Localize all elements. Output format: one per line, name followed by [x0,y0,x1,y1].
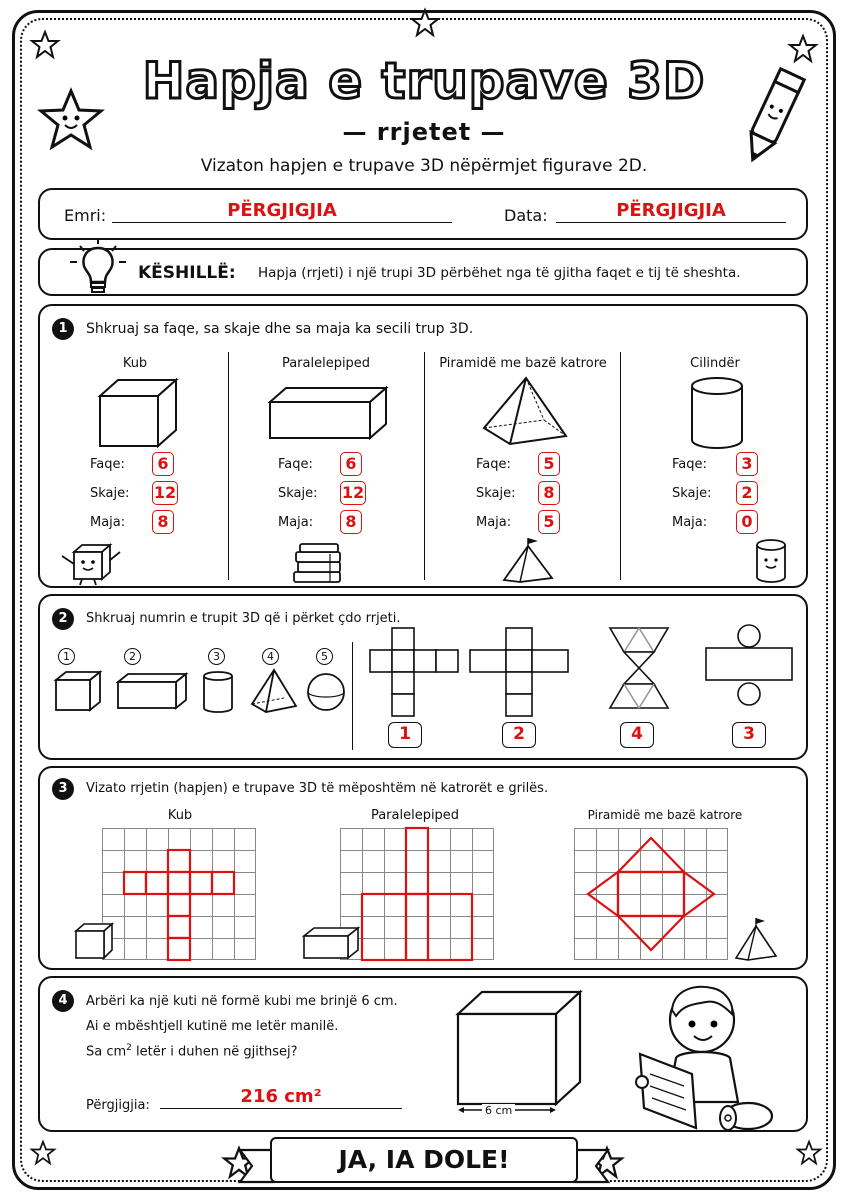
name-label: Emri: [64,206,107,225]
cylinder-drawing [690,376,744,450]
grid-title-pyramid: Piramidë me bazë katrore [587,808,743,822]
pyramid-drawing [480,376,570,448]
small-sphere-drawing [306,672,346,712]
question-4-line-1: Arbëri ka një kuti në formë kubi me brinjë 6 cm. [86,994,398,1009]
cylinder-vertices-answer[interactable]: 0 [736,510,758,534]
star-icon [410,8,440,38]
answer-field[interactable]: 216 cm² [160,1086,402,1109]
cuboid-edges-answer[interactable]: 12 [340,481,366,505]
small-cube-drawing [74,922,114,960]
cuboid-faces-answer[interactable]: 6 [340,452,362,476]
net-cuboid [470,628,568,716]
cuboid-drawing [266,386,390,442]
question-3-number: 3 [52,778,74,800]
vertices-label: Maja: [672,515,708,530]
solid-name-cube: Kub [122,356,148,371]
question-2-prompt: Shkruaj numrin e trupit 3D që i përket çdo rrjeti. [86,611,401,626]
worksheet-subtitle: — rrjetet — [342,118,506,146]
edges-label: Skaje: [476,486,516,501]
solid-name-cuboid: Paralelepiped [281,356,371,371]
tip-text: Hapja (rrjeti) i një trupi 3D përbëhet nga të gjitha faqet e tij të sheshta. [258,265,741,281]
cylinder-faces-answer[interactable]: 3 [736,452,758,476]
date-label: Data: [504,206,548,225]
can-character-icon [754,538,788,584]
drawing-grid-cuboid[interactable] [340,828,494,960]
lightbulb-icon [68,238,128,300]
pyramid-flag-icon [500,538,556,584]
gift-box-cube-drawing [454,990,584,1110]
cuboid-net-answer [340,828,494,960]
question-4-line-3-end: letër i duhen në gjithsej? [131,1044,298,1060]
net-answer-2[interactable]: 2 [502,722,536,748]
pyramid-flag-icon [734,916,780,962]
worksheet-description: Vizaton hapjen e trupave 3D nëpërmjet figurave 2D. [200,156,648,176]
tip-box [38,248,808,296]
grid-title-cuboid: Paralelepiped [370,808,460,823]
net-answer-1[interactable]: 1 [388,722,422,748]
pyramid-vertices-answer[interactable]: 5 [538,510,560,534]
question-4-line-3-start: Sa cm [86,1044,127,1060]
tip-label: KËSHILLË: [138,263,236,283]
boy-reading-illustration [620,978,770,1132]
cube-drawing [96,378,180,450]
pyramid-edges-answer[interactable]: 8 [538,481,560,505]
edges-label: Skaje: [90,486,130,501]
date-field[interactable]: PËRGJIGJIA [556,200,786,223]
solid-name-pyramid: Piramidë me bazë katrore [439,356,607,371]
net-answer-4[interactable]: 3 [732,722,766,748]
faces-label: Faqe: [672,457,707,472]
star-icon [796,1140,822,1166]
question-4-line-3 [86,1043,298,1059]
drawing-grid-pyramid[interactable] [574,828,728,960]
net-cube-cross [370,628,458,716]
net-pyramid [606,628,672,708]
solid-number-5: 5 [316,648,333,665]
question-1-prompt: Shkruaj sa faqe, sa skaje dhe sa maja ka secili trup 3D. [86,321,474,337]
grid-title-cube: Kub [167,808,193,823]
solid-name-cylinder: Cilindër [690,356,740,371]
question-3-prompt: Vizato rrjetin (hapjen) e trupave 3D të mëposhtëm në katrorët e grilës. [86,781,549,796]
solid-number-1: 1 [58,648,75,665]
pyramid-faces-answer[interactable]: 5 [538,452,560,476]
section-divider [352,642,353,750]
question-4-line-2: Ai e mbështjell kutinë me letër manilë. [86,1019,339,1034]
solid-number-4: 4 [262,648,279,665]
small-cube-drawing [54,670,102,712]
question-2-box [38,594,808,760]
faces-label: Faqe: [90,457,125,472]
worksheet-title: Hapja e trupave 3D [142,52,706,110]
solid-number-2: 2 [124,648,141,665]
pyramid-net-answer [574,828,728,960]
books-icon [290,542,346,584]
question-4-line-3-exponent: 2 [126,1043,132,1053]
question-1-box [38,304,808,588]
star-icon [30,1140,56,1166]
net-answer-3[interactable]: 4 [620,722,654,748]
question-4-box [38,976,808,1132]
vertices-label: Maja: [278,515,314,530]
column-divider [228,352,229,580]
small-cylinder-drawing [202,670,234,714]
column-divider [424,352,425,580]
faces-label: Faqe: [278,457,313,472]
small-pyramid-drawing [250,668,298,714]
cylinder-edges-answer[interactable]: 2 [736,481,758,505]
edges-label: Skaje: [278,486,318,501]
cube-character-icon [56,542,126,586]
solid-number-3: 3 [208,648,225,665]
edges-label: Skaje: [672,486,712,501]
cube-faces-answer[interactable]: 6 [152,452,174,476]
question-1-number: 1 [52,318,74,340]
net-cylinder [704,624,794,710]
vertices-label: Maja: [90,515,126,530]
small-cuboid-drawing [302,926,360,960]
question-3-box [38,766,808,970]
name-date-box [38,188,808,240]
cube-net-answer [102,828,256,960]
cube-edges-answer[interactable]: 12 [152,481,178,505]
completion-banner: JA, IA DOLE! [270,1137,578,1183]
drawing-grid-cube[interactable] [102,828,256,960]
name-field[interactable]: PËRGJIGJIA [112,200,452,223]
vertices-label: Maja: [476,515,512,530]
cuboid-vertices-answer[interactable]: 8 [340,510,362,534]
cube-vertices-answer[interactable]: 8 [152,510,174,534]
question-4-number: 4 [52,990,74,1012]
dimension-label: 6 cm [482,1104,515,1117]
faces-label: Faqe: [476,457,511,472]
small-cuboid-drawing [116,672,188,710]
question-2-number: 2 [52,608,74,630]
column-divider [620,352,621,580]
answer-label: Përgjigjia: [86,1098,150,1113]
